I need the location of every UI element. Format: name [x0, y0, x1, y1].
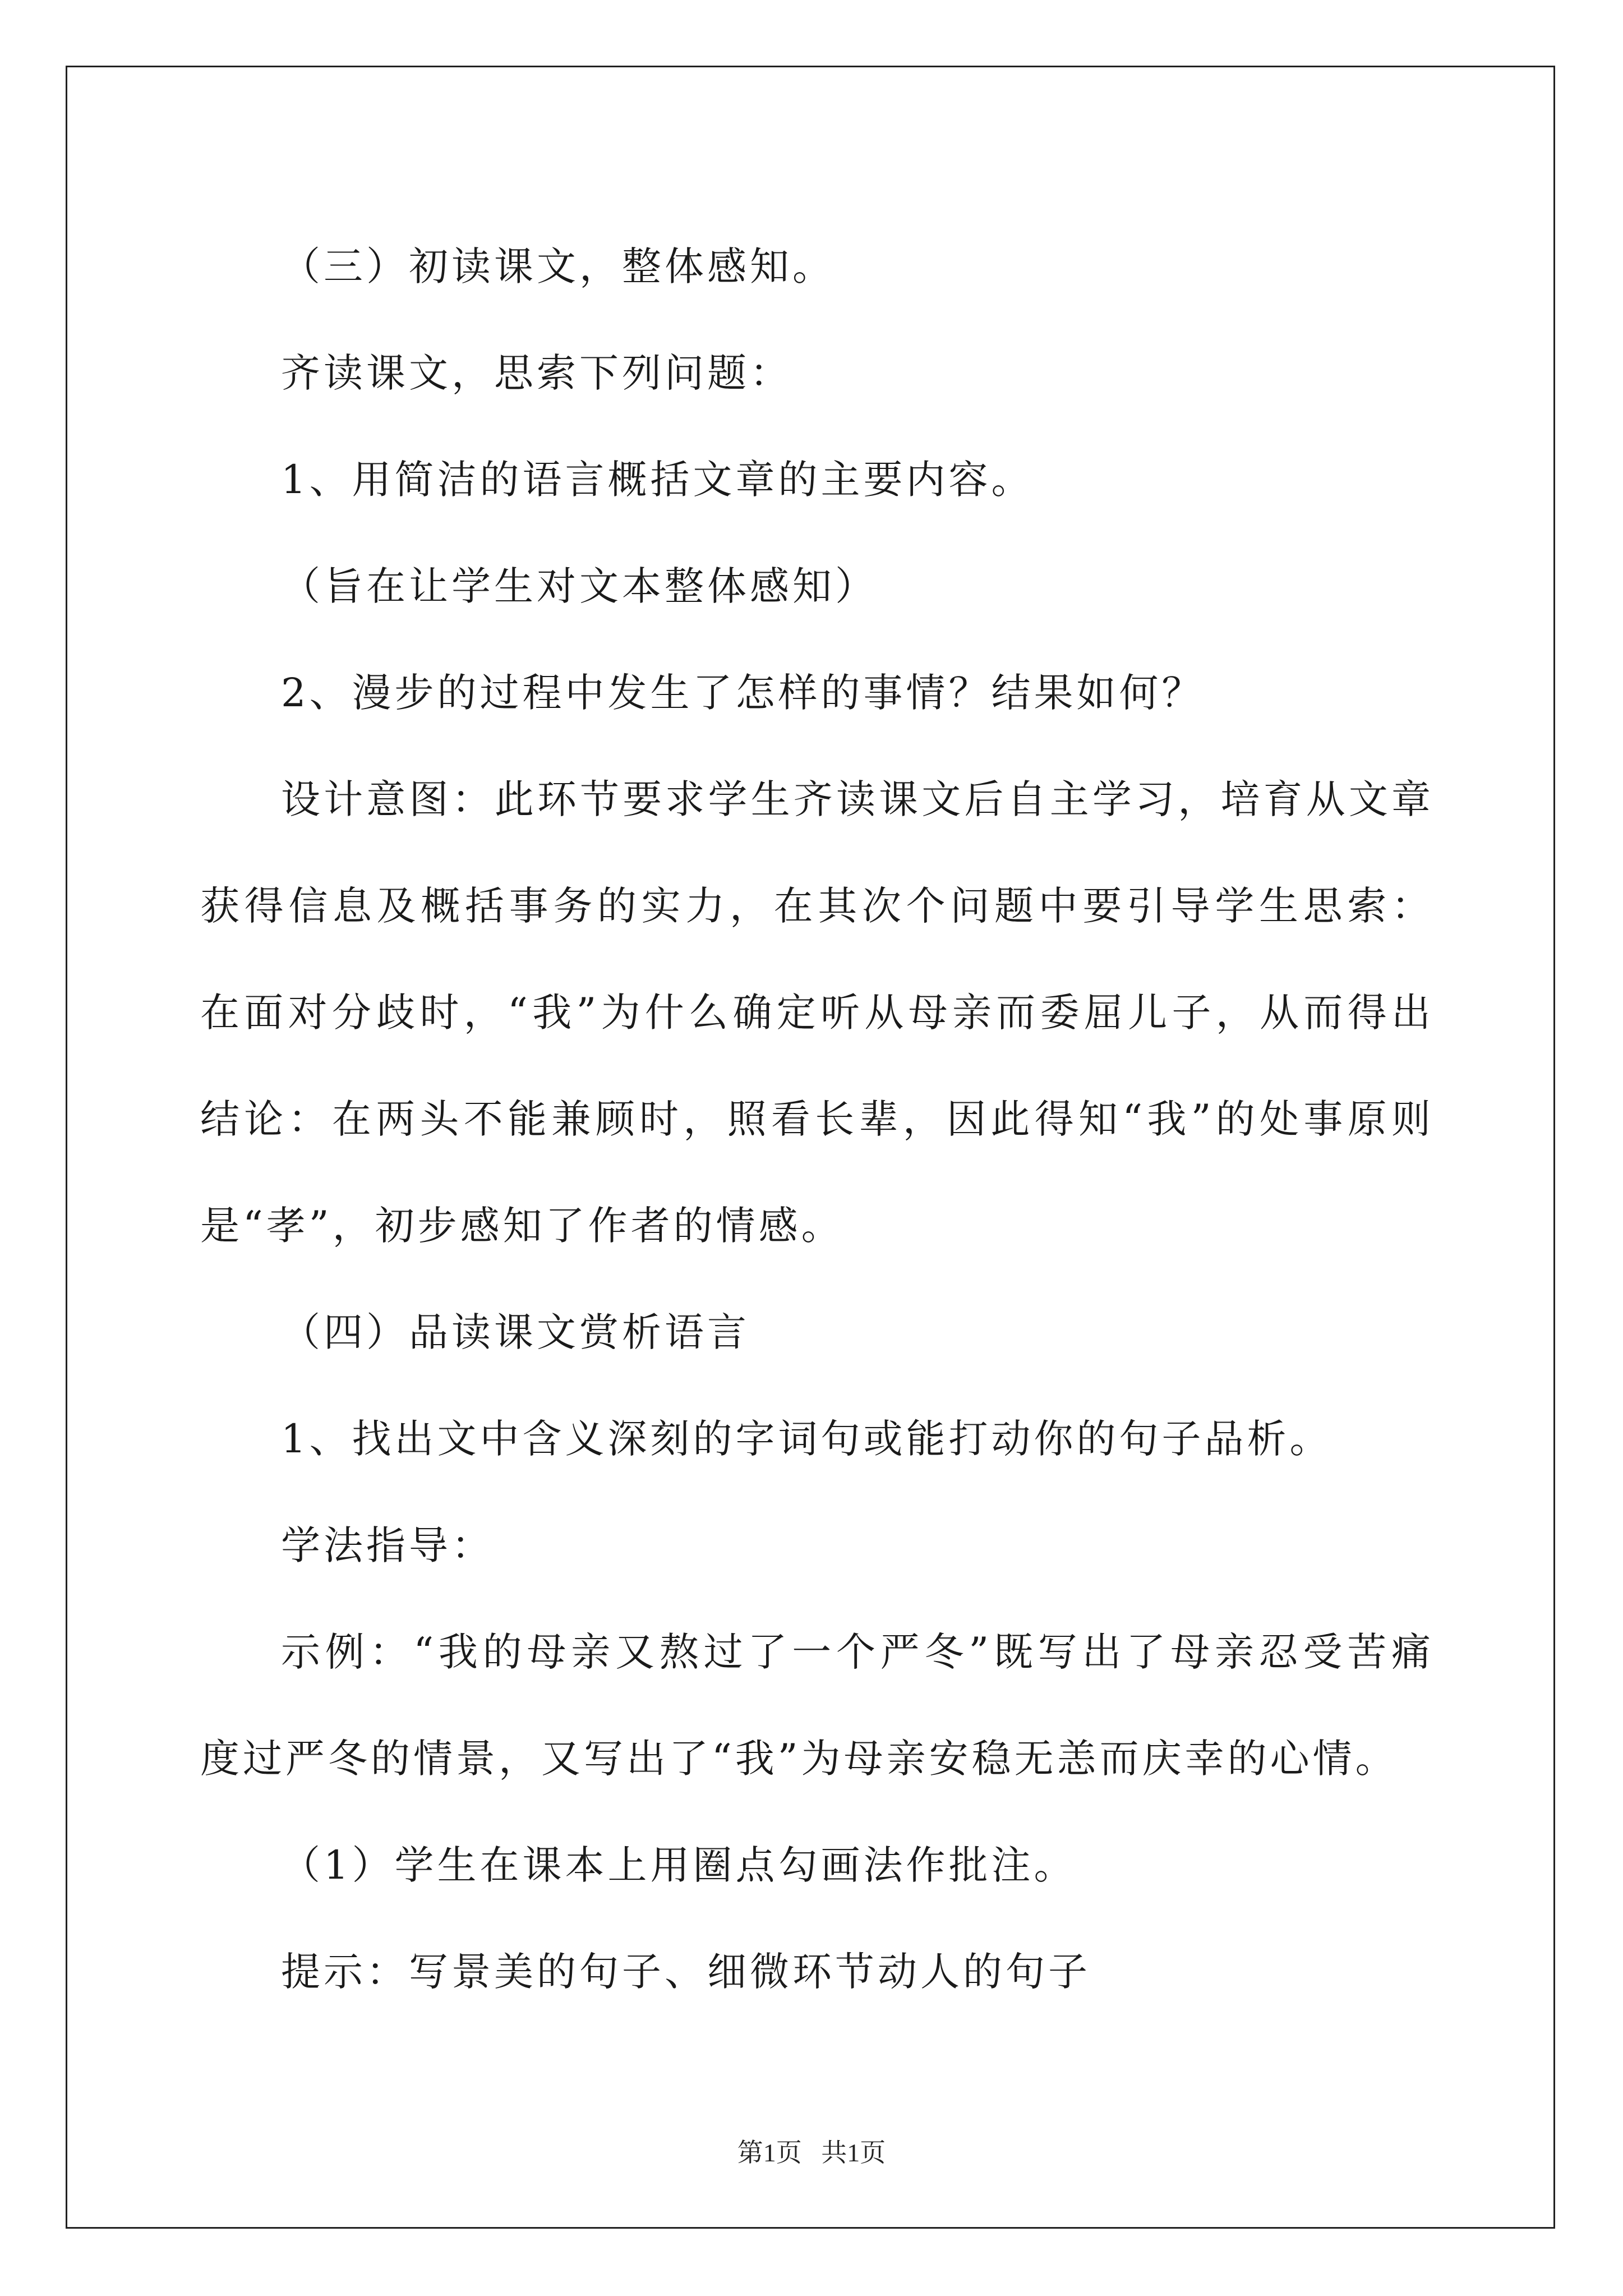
paragraph-read-instruction: 齐读课文，思索下列问题：	[281, 350, 792, 396]
paragraph-design-intent: 设计意图：此环节要求学生齐读课文后自主学习，培育从文章获得信息及概括事务的实力，在其次个问题中要引导学生思索：在面对分歧时，“我”为什么确定听从母亲而委屈儿子，从而得出结论：在两头不能兼顾时，照看长辈，因此得知“我”的处事原则是“孝”，初步感知了作者的情感。	[200, 776, 1434, 1249]
document-body	[200, 213, 1434, 2025]
paragraph-question-2: 2、漫步的过程中发生了怎样的事情？结果如何？	[281, 670, 1205, 716]
paragraph-method-guide: 学法指导：	[281, 1522, 494, 1568]
paragraph-annotation-step: （1）学生在课本上用圈点勾画法作批注。	[281, 1842, 1077, 1888]
paragraph-question-1-note: （旨在让学生对文本整体感知）	[281, 563, 878, 609]
paragraph-task-1: 1、找出文中含义深刻的字词句或能打动你的句子品析。	[281, 1416, 1332, 1462]
paragraph-example: 示例：“我的母亲又熬过了一个严冬”既写出了母亲忍受苦痛度过严冬的情景，又写出了“我”为母亲安稳无恙而庆幸的心情。	[200, 1629, 1434, 1782]
paragraph-question-1: 1、用简洁的语言概括文章的主要内容。	[281, 457, 1034, 503]
paragraph-section-four-heading: （四）品读课文赏析语言	[281, 1309, 750, 1355]
paragraph-hint: 提示：写景美的句子、细微环节动人的句子	[281, 1949, 1091, 1995]
paragraph-section-three-heading: （三）初读课文，整体感知。	[281, 243, 835, 289]
page-footer: 第1页 共1页	[737, 2138, 886, 2167]
